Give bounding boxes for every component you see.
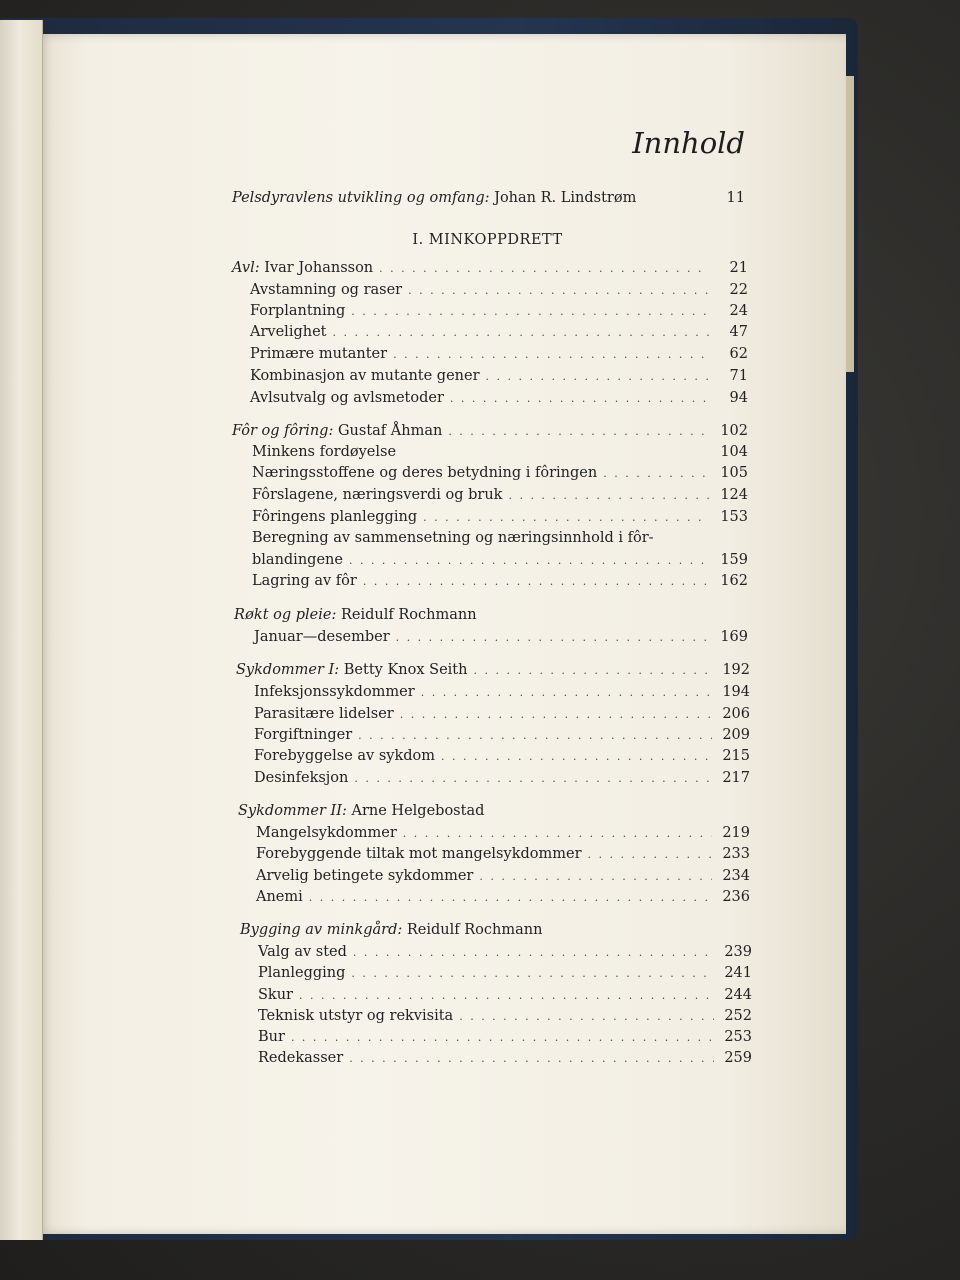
toc-entry: Fôringens planlegging . . . 153 [252,509,748,529]
toc-group-head: Sykdommer II: Arne Helgebostad [238,803,485,819]
section-heading: I. MINKOPPDRETT [412,232,563,248]
toc-group-head: Fôr og fôring: Gustaf Åhman . . . 102 [232,423,748,443]
toc-entry: Teknisk utstyr og rekvisita . . . 252 [258,1008,752,1028]
toc-entry: Mangelsykdommer . . . 219 [256,825,750,845]
toc-entry: Lagring av fôr . . . 162 [252,573,748,593]
toc-entry: Infeksjonssykdommer . . . 194 [254,684,750,704]
toc-entry: Planlegging . . . 241 [258,965,752,985]
toc-entry-page: 11 [726,190,745,206]
toc-entry: Avstamning og raser . . . 22 [250,282,748,302]
leader-dots [473,664,712,677]
toc-entry: Forebyggende tiltak mot mangelsykdommer . . . 233 [256,846,750,866]
toc-entry: Arvelighet . . . 47 [250,324,748,344]
toc-entry: Forgiftninger . . . 209 [254,727,750,747]
toc-group-head: Avl: Ivar Johansson . . . 21 [232,260,748,280]
toc-entry-label: Pelsdyravlens utvikling og omfang: Johan R. Lindstrøm [232,190,637,206]
toc-intro-entry [232,190,745,210]
page-title: Innhold [632,126,745,160]
toc-entry: blandingene . . . 159 [252,552,748,572]
toc-entry: Valg av sted . . . 239 [258,944,752,964]
toc-entry: Kombinasjon av mutante gener . . . 71 [250,368,748,388]
toc-group-head: Bygging av minkgård: Reidulf Rochmann [240,922,543,938]
toc-entry: Beregning av sammensetning og næringsinnhold i fôr- [252,530,654,546]
toc-entry: Anemi . . . 236 [256,889,750,909]
toc-entry: Forplantning . . . 24 [250,303,748,323]
toc-group-head: Røkt og pleie: Reidulf Rochmann [234,607,477,623]
toc-entry: Bur . . . 253 [258,1029,752,1049]
toc-entry: Arvelig betingete sykdommer . . . 234 [256,868,750,888]
toc-entry: Januar—desember . . . 169 [254,629,748,649]
toc-entry-page: 21 [729,260,748,276]
toc-entry: Parasitære lidelser . . . 206 [254,706,750,726]
toc-entry: Primære mutanter . . . 62 [250,346,748,366]
toc-entry: Næringsstoffene og deres betydning i fôringen . . . 105 [252,465,748,485]
toc-entry: Minkens fordøyelse 104 [252,444,748,460]
leader-dots [379,262,710,275]
toc-entry: Redekasser . . . 259 [258,1050,752,1070]
toc-entry: Skur . . . 244 [258,987,752,1007]
toc-entry: Avlsutvalg og avlsmetoder . . . 94 [250,390,748,410]
toc-group-head: Sykdommer I: Betty Knox Seith . . . 192 [236,662,750,682]
leader-dots [448,425,710,438]
toc-entry: Forebyggelse av sykdom . . . 215 [254,748,750,768]
toc-entry: Fôrslagene, næringsverdi og bruk . . . 124 [252,487,748,507]
toc-entry: Desinfeksjon . . . 217 [254,770,750,790]
facing-page-edge [0,20,43,1240]
